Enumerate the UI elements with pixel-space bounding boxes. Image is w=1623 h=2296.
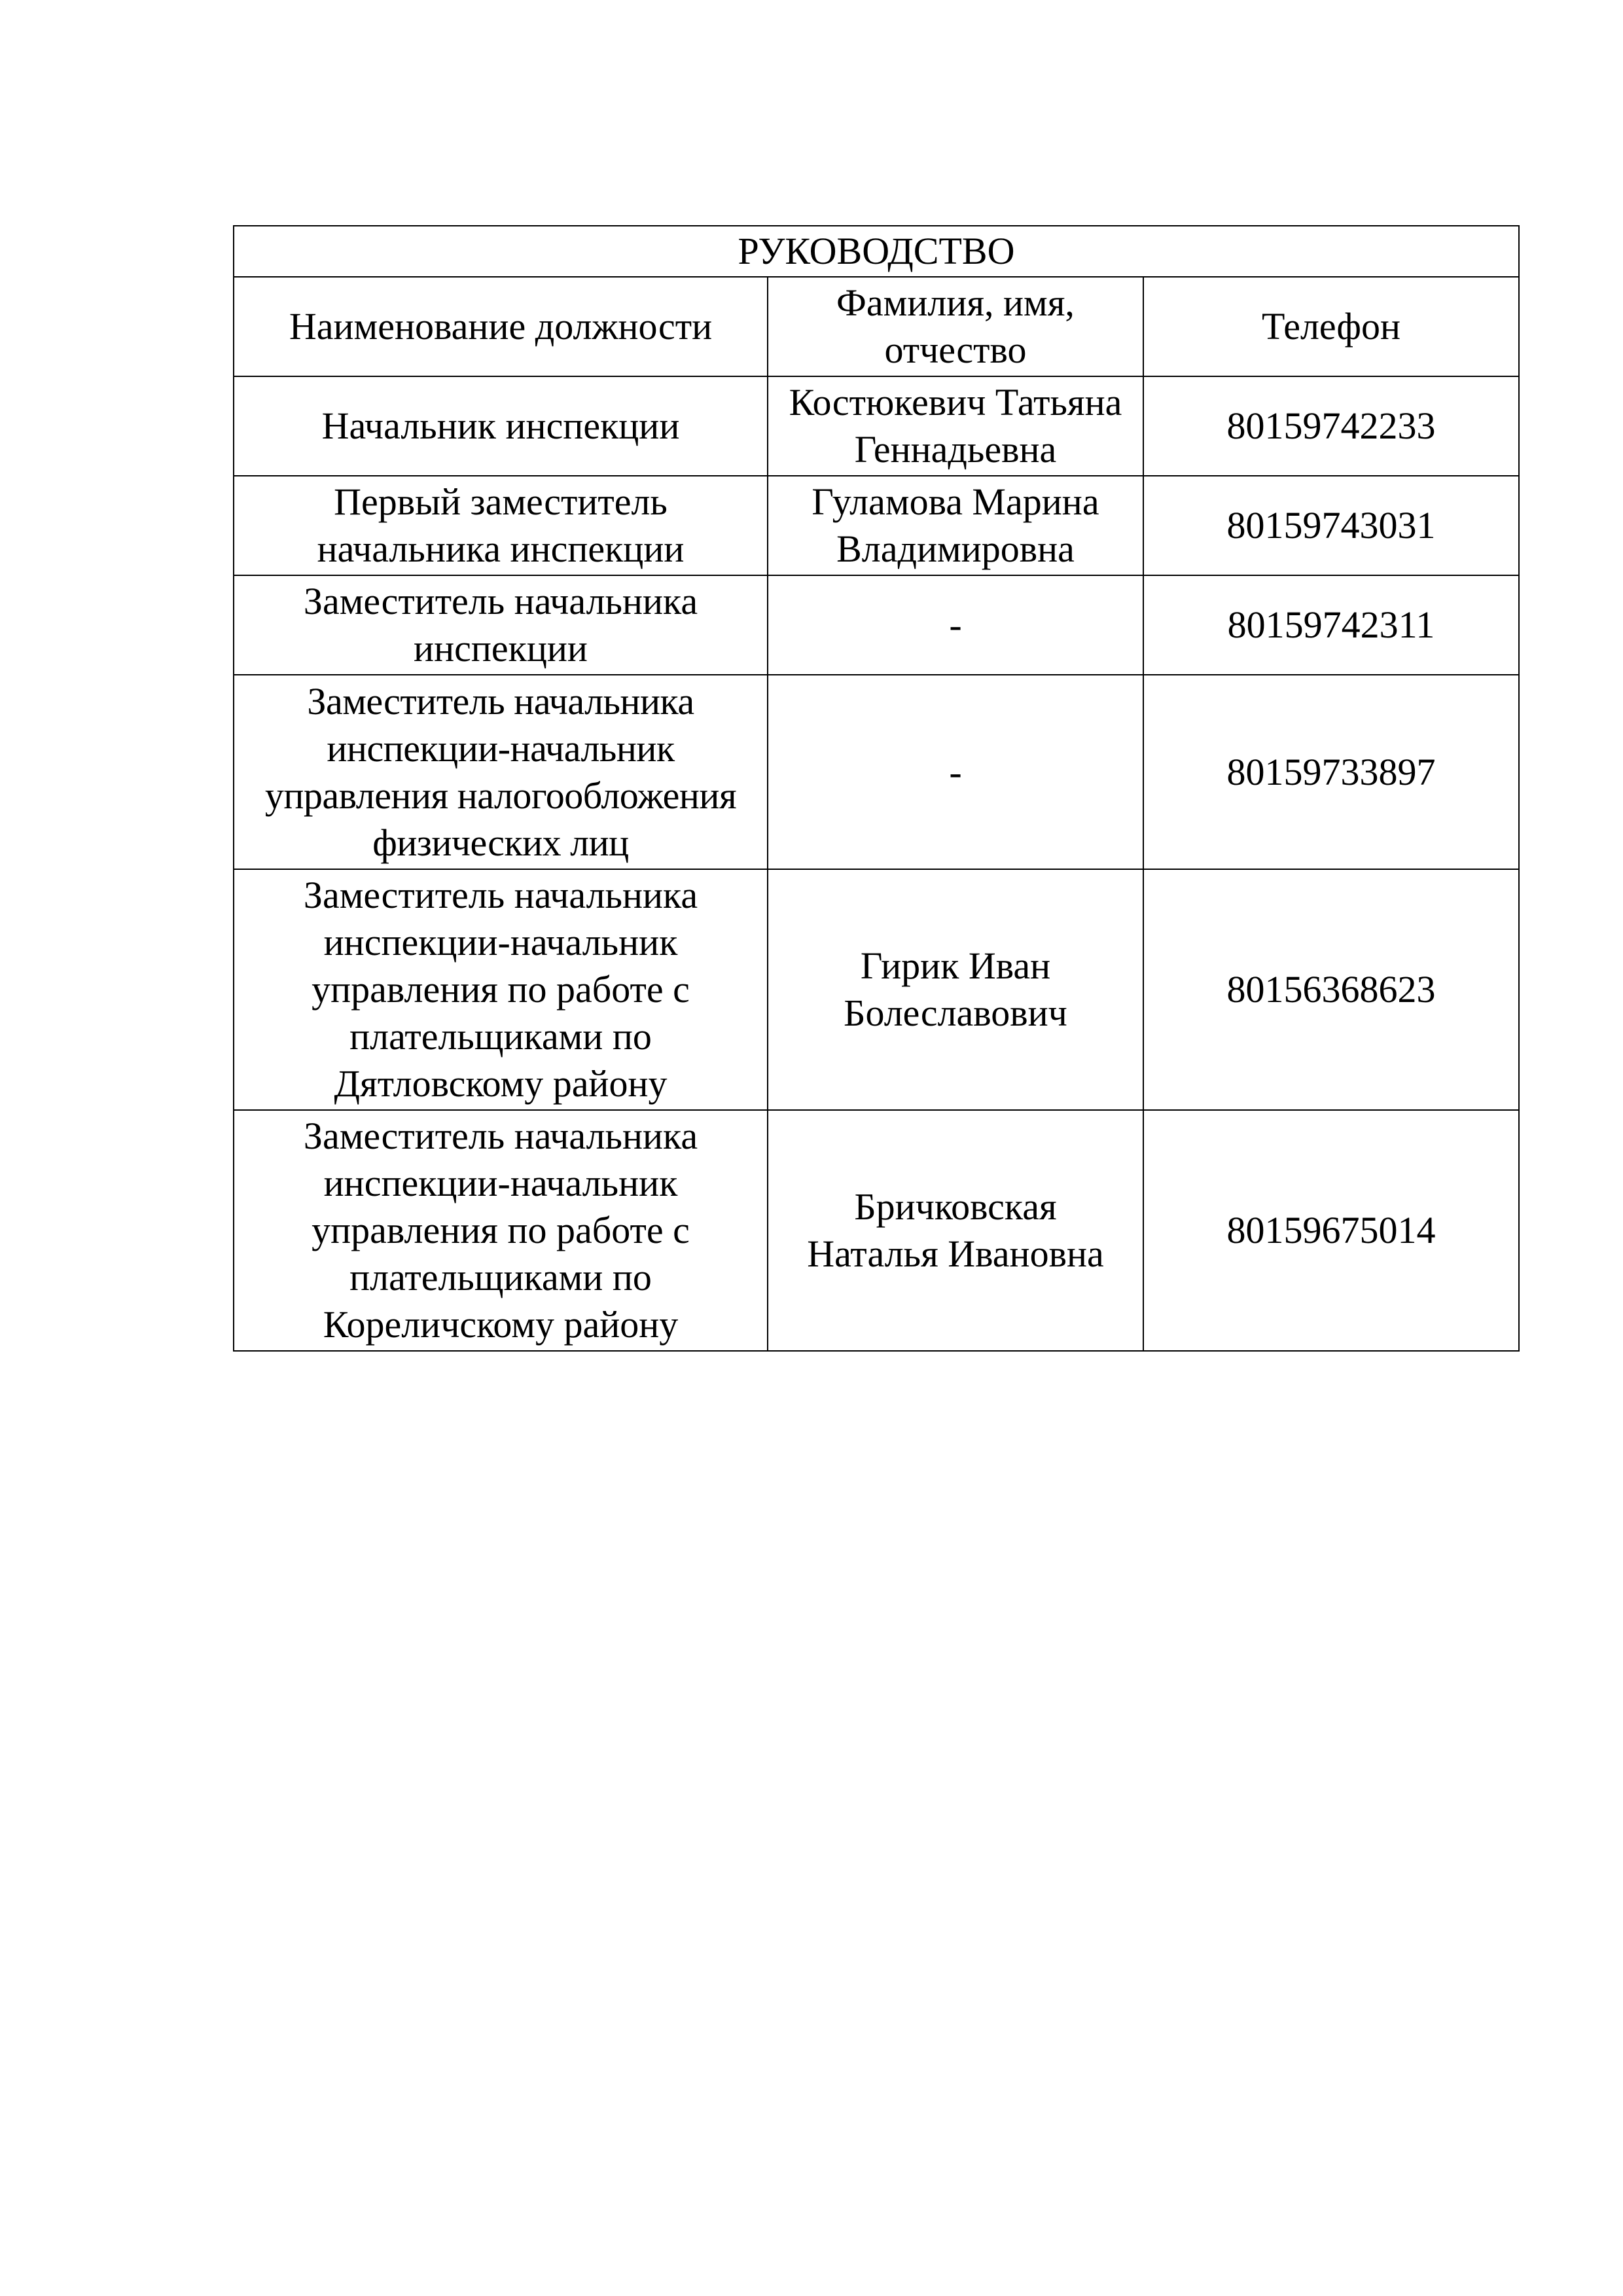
table-row [234,575,1519,675]
column-header-phone: Телефон [1143,277,1519,376]
column-header-name: Фамилия, имя, отчество [768,277,1143,376]
position-cell: Заместитель начальника инспекции-начальник управления налогообложения физических лиц [234,675,768,869]
name-cell: Гуламова Марина Владимировна [768,476,1143,575]
column-header-position: Наименование должности [234,277,768,376]
position-cell: Заместитель начальника инспекции-начальник управления по работе с плательщиками по Кореличскому району [234,1110,768,1351]
name-cell: Гирик Иван Болеславович [768,869,1143,1110]
table-title-row [234,226,1519,277]
table-row [234,1110,1519,1351]
phone-cell: 80159742233 [1143,376,1519,476]
position-cell: Первый заместитель начальника инспекции [234,476,768,575]
phone-cell: 80159675014 [1143,1110,1519,1351]
table-title: РУКОВОДСТВО [234,226,1519,277]
phone-cell: 80159742311 [1143,575,1519,675]
table-row [234,869,1519,1110]
name-cell: Бричковская Наталья Ивановна [768,1110,1143,1351]
position-cell: Начальник инспекции [234,376,768,476]
phone-cell: 80156368623 [1143,869,1519,1110]
phone-cell: 80159743031 [1143,476,1519,575]
table-header-row [234,277,1519,376]
position-cell: Заместитель начальника инспекции [234,575,768,675]
name-cell: Костюкевич Татьяна Геннадьевна [768,376,1143,476]
table-row [234,376,1519,476]
table-row [234,476,1519,575]
table-row [234,675,1519,869]
phone-cell: 80159733897 [1143,675,1519,869]
name-cell: - [768,575,1143,675]
leadership-table [233,225,1520,1352]
name-cell: - [768,675,1143,869]
position-cell: Заместитель начальника инспекции-начальник управления по работе с плательщиками по Дятловскому району [234,869,768,1110]
